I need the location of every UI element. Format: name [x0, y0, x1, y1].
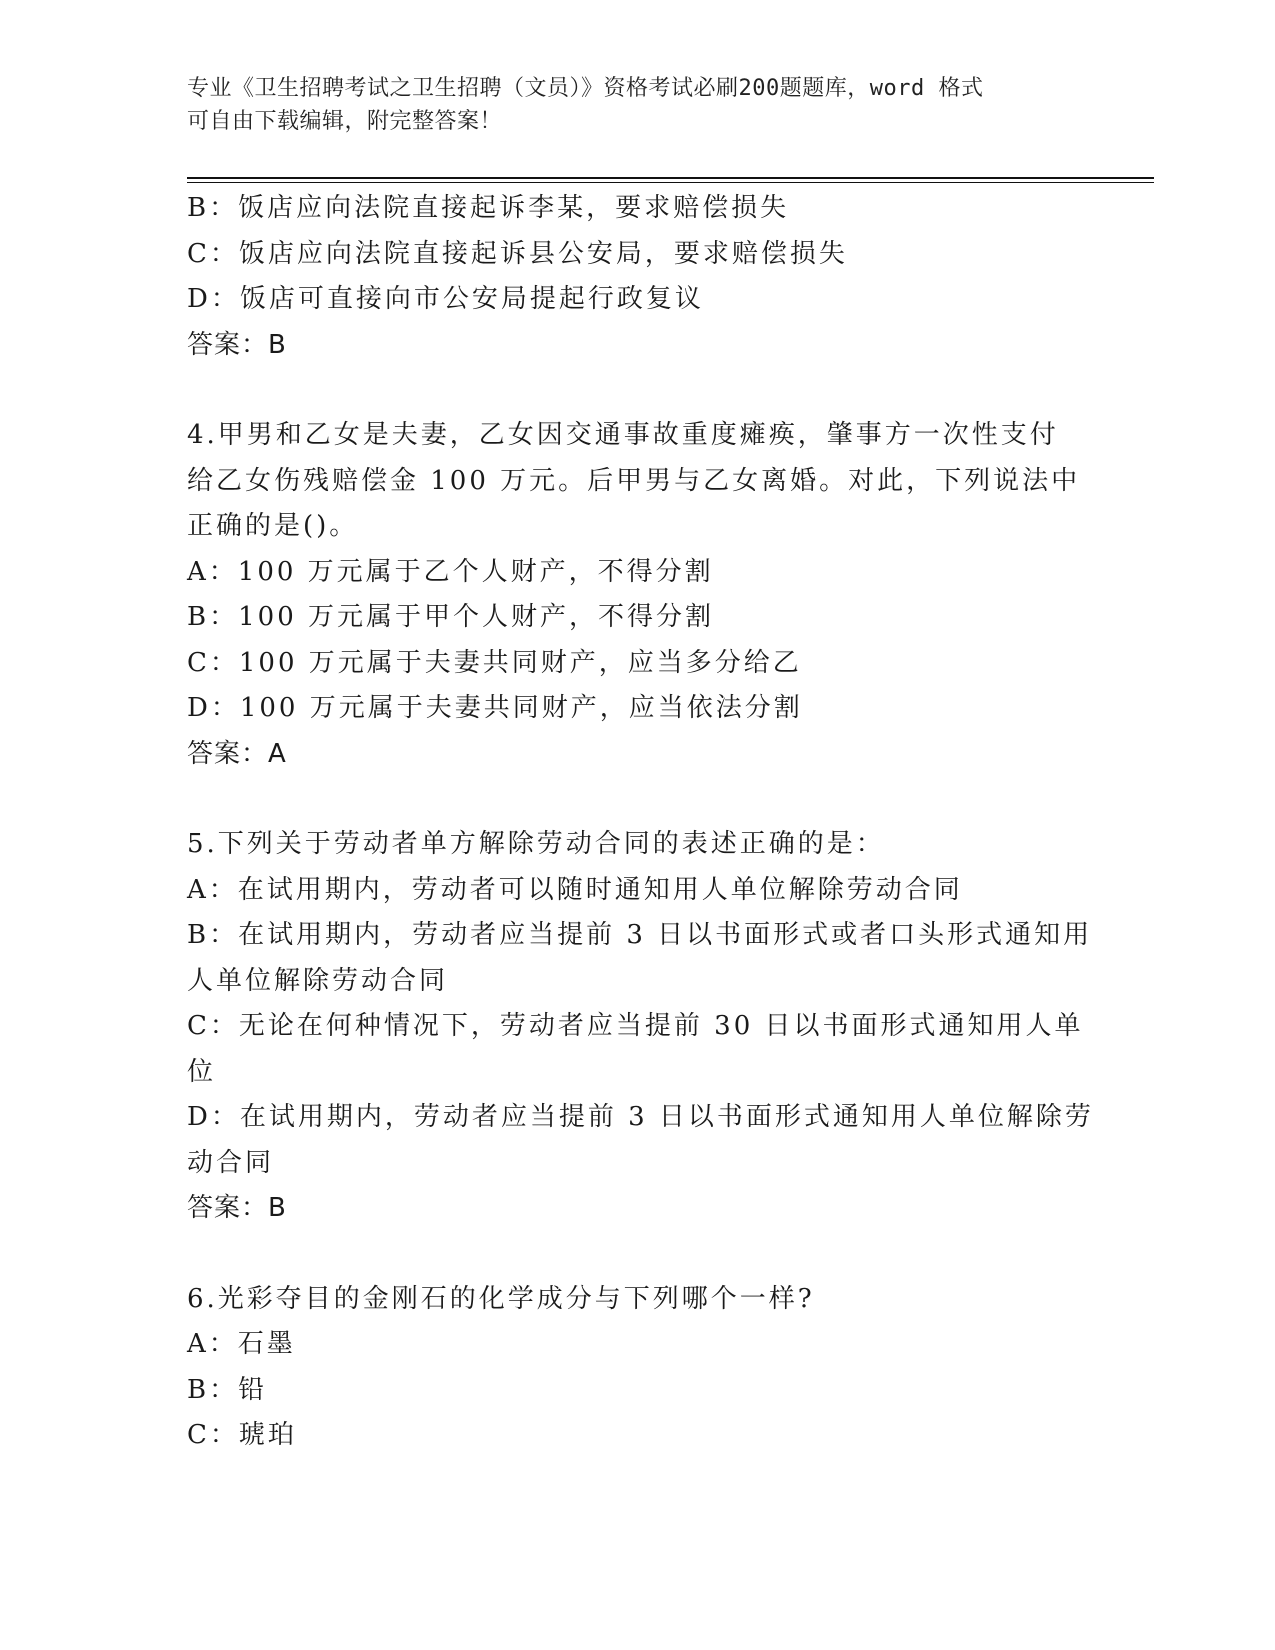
option-line: C：无论在何种情况下，劳动者应当提前 30 日以书面形式通知用人单	[187, 1011, 1084, 1041]
question-line: 给乙女伤残赔偿金 100 万元。后甲男与乙女离婚。对此，下列说法中	[187, 465, 1081, 496]
option-line: A：在试用期内，劳动者可以随时通知用人单位解除劳动合同	[187, 874, 963, 905]
option-line: B：铅	[187, 1374, 268, 1405]
question-line: 正确的是()。	[187, 511, 359, 541]
header-divider	[187, 182, 1154, 183]
option-line: B：100 万元属于甲个人财产，不得分割	[187, 602, 714, 632]
option-line: A：石墨	[187, 1329, 296, 1359]
option-line: D：在试用期内，劳动者应当提前 3 日以书面形式通知用人单位解除劳	[187, 1102, 1094, 1132]
option-line: B：饭店应向法院直接起诉李某，要求赔偿损失	[187, 193, 790, 223]
option-line: D：100 万元属于夫妻共同财产，应当依法分割	[187, 693, 803, 723]
option-line: A：100 万元属于乙个人财产，不得分割	[187, 556, 714, 587]
option-line: 动合同	[187, 1147, 275, 1178]
option-line: C：饭店应向法院直接起诉县公安局，要求赔偿损失	[187, 238, 848, 269]
option-line: B：在试用期内，劳动者应当提前 3 日以书面形式或者口头形式通知用	[187, 920, 1093, 950]
question-6	[187, 1277, 1067, 1459]
option-line: D：饭店可直接向市公安局提起行政复议	[187, 284, 704, 314]
question-3	[187, 186, 1067, 368]
option-line: C：琥珀	[187, 1420, 297, 1450]
answer-line: 答案：B	[187, 1193, 287, 1223]
document-header	[187, 72, 1067, 138]
option-line: C：100 万元属于夫妻共同财产，应当多分给乙	[187, 647, 802, 678]
header-divider	[187, 177, 1154, 179]
option-line: 位	[187, 1056, 217, 1087]
question-line: 6.光彩夺目的金刚石的化学成分与下列哪个一样?	[187, 1283, 815, 1314]
question-4	[187, 413, 1081, 777]
option-line: 人单位解除劳动合同	[187, 965, 449, 996]
question-line: 5.下列关于劳动者单方解除劳动合同的表述正确的是：	[187, 829, 885, 859]
header-line: 专业《卫生招聘考试之卫生招聘（文员）》资格考试必刷200题题库，word 格式	[187, 76, 984, 101]
answer-line: 答案：B	[187, 329, 287, 360]
question-list	[187, 186, 1094, 1459]
header-line: 可自由下载编辑，附完整答案！	[187, 109, 503, 134]
question-line: 4.甲男和乙女是夫妻，乙女因交通事故重度瘫痪，肇事方一次性支付	[187, 420, 1059, 450]
answer-line: 答案：A	[187, 738, 287, 769]
question-5	[187, 822, 1094, 1232]
